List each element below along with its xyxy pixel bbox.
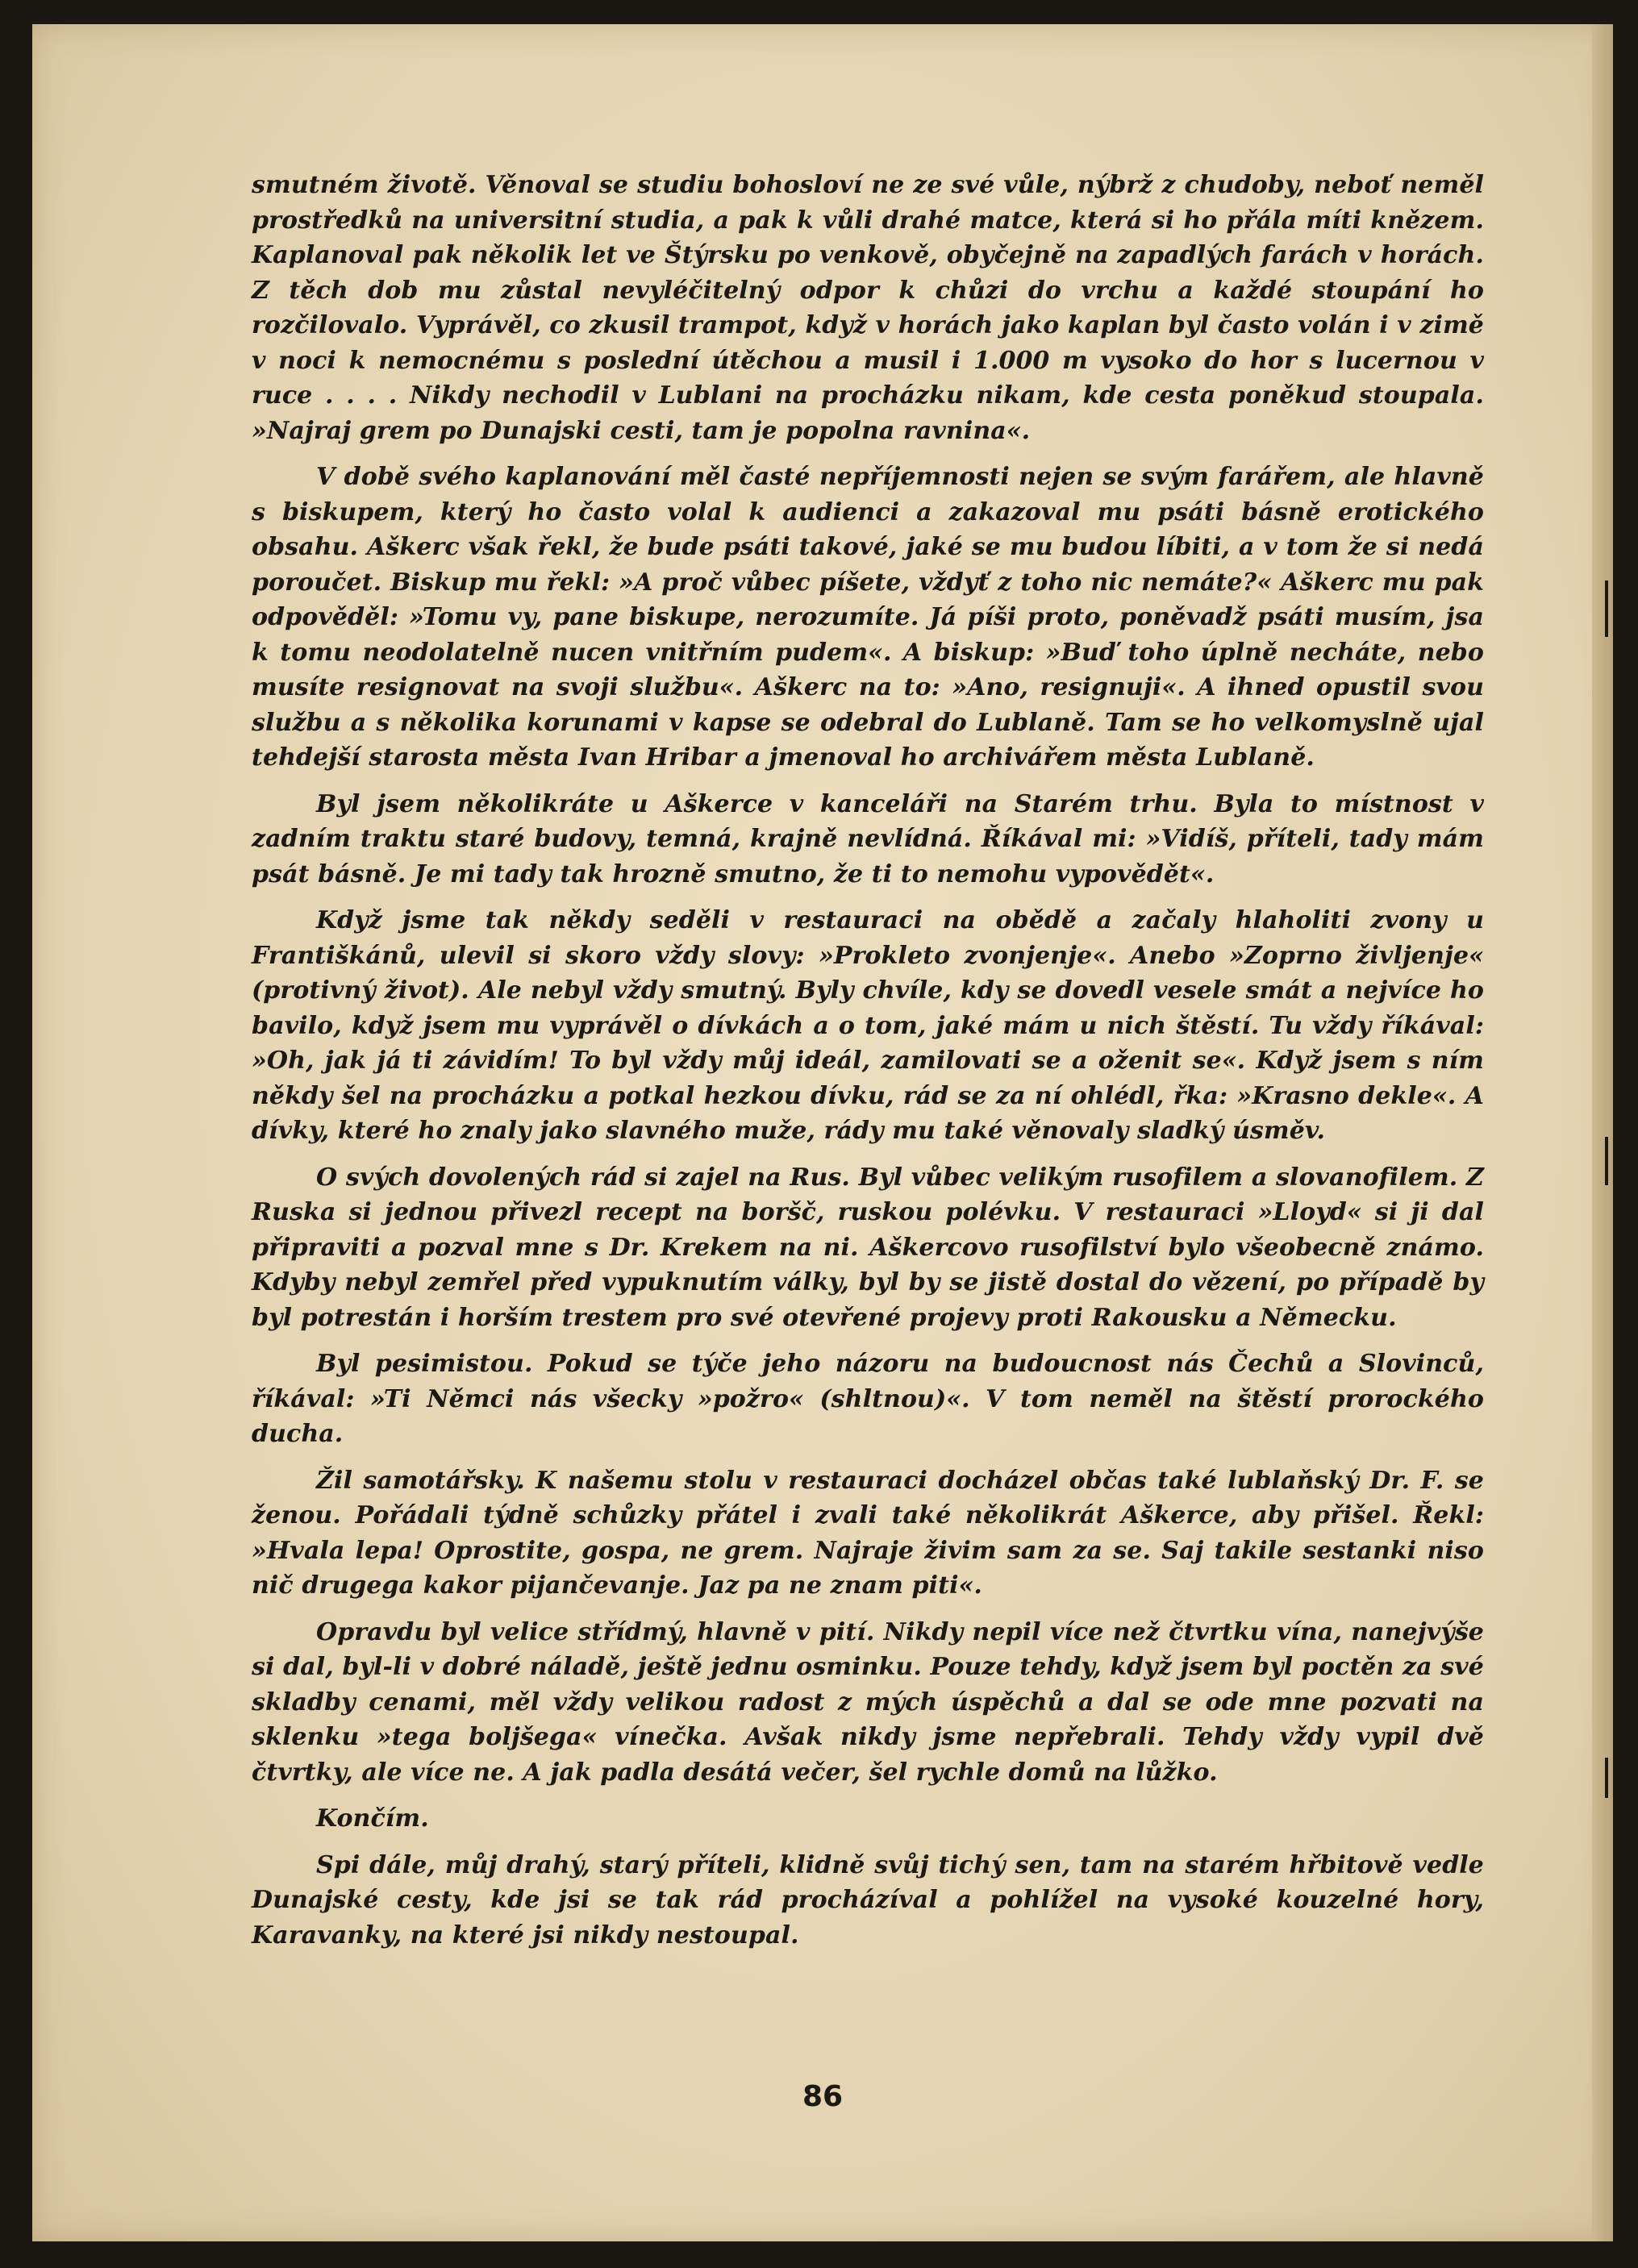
page-number: 86 bbox=[802, 2080, 844, 2113]
margin-mark bbox=[1605, 581, 1608, 637]
paragraph: V době svého kaplanování měl časté nepříjemnosti nejen se svým farářem, ale hlavně s biskupem, který ho často volal k audienci a zakazoval mu psáti básně erotického obsahu. Aškerc však řekl, že bude psáti takové, jaké se mu budou líbiti, a v tom že si nedá poroučet. Biskup mu řekl: »A proč vůbec píšete, vždyť z toho nic nemáte?« Aškerc mu pak odpověděl: »Tomu vy, pane biskupe, nerozumíte. Já píši proto, poněvadž psáti musím, jsa k tomu neodolatelně nucen vnitřním pudem«. A biskup: »Buď toho úplně necháte, nebo musíte resignovat na svoji službu«. Aškerc na to: »Ano, resignuji«. A ihned opustil svou službu a s několika korunami v kapse se odebral do Lublaně. Tam se ho velkomyslně ujal tehdejší starosta města Ivan Hribar a jmenoval ho archivářem města Lublaně. bbox=[252, 463, 1484, 772]
body-text bbox=[252, 168, 1484, 1964]
paragraph: Končím. bbox=[316, 1804, 429, 1833]
paragraph: Byl pesimistou. Pokud se týče jeho názoru na budoucnost nás Čechů a Slovinců, říkával: »Ti Němci nás všecky »požro« (shltnou)«. V tom neměl na štěstí prorockého ducha. bbox=[252, 1350, 1484, 1448]
margin-mark bbox=[1605, 1758, 1608, 1798]
book-page bbox=[32, 24, 1613, 2241]
paragraph: Žil samotářsky. K našemu stolu v restauraci docházel občas také lublaňský Dr. F. se ženou. Pořádali týdně schůzky přátel i zvali také několikrát Aškerce, aby přišel. Řekl: »Hvala lepa! Oprostite, gospa, ne grem. Najraje živim sam za se. Saj takile sestanki niso nič drugega kakor pijančevanje. Jaz pa ne znam piti«. bbox=[252, 1466, 1484, 1600]
paragraph: Byl jsem několikráte u Aškerce v kanceláři na Starém trhu. Byla to místnost v zadním traktu staré budovy, temná, krajně nevlídná. Říkával mi: »Vidíš, příteli, tady mám psát básně. Je mi tady tak hrozně smutno, že ti to nemohu vypovědět«. bbox=[252, 789, 1484, 888]
paragraph: Opravdu byl velice střídmý, hlavně v pití. Nikdy nepil více než čtvrtku vína, nanejvýše si dal, byl-li v dobré náladě, ještě jednu osminku. Pouze tehdy, když jsem byl poctěn za své skladby cenami, měl vždy velikou radost z mých úspěchů a dal se ode mne pozvati na sklenku »tega boljšega« vínečka. Avšak nikdy jsme nepřebrali. Tehdy vždy vypil dvě čtvrtky, ale více ne. A jak padla desátá večer, šel rychle domů na lůžko. bbox=[252, 1617, 1484, 1787]
paragraph: Spi dále, můj drahý, starý příteli, klidně svůj tichý sen, tam na starém hřbitově vedle Dunajské cesty, kde jsi se tak rád procházíval a pohlížel na vysoké kouzelné hory, Karavanky, na které jsi nikdy nestoupal. bbox=[252, 1850, 1484, 1950]
margin-mark bbox=[1605, 1137, 1608, 1185]
paragraph: Když jsme tak někdy seděli v restauraci na obědě a začaly hlaholiti zvony u Františkánů, ulevil si skoro vždy slovy: »Prokleto zvonjenje«. Anebo »Zoprno življenje« (protivný život). Ale nebyl vždy smutný. Byly chvíle, kdy se dovedl vesele smát a nejvíce ho bavilo, když jsem mu vyprávěl o dívkách a o tom, jaké mám u nich štěstí. Tu vždy říkával: »Oh, jak já ti závidím! To byl vždy můj ideál, zamilovati se a oženit se«. Když jsem s ním někdy šel na procházku a potkal hezkou dívku, rád se za ní ohlédl, řka: »Krasno dekle«. A dívky, které ho znaly jako slavného muže, rády mu také věnovaly sladký úsměv. bbox=[252, 906, 1484, 1145]
page-edge bbox=[1592, 24, 1613, 2241]
paragraph: O svých dovolených rád si zajel na Rus. Byl vůbec velikým rusofilem a slovanofilem. Z Ruska si jednou přivezl recept na boršč, ruskou polévku. V restauraci »Lloyd« si ji dal připraviti a pozval mne s Dr. Krekem na ni. Aškercovo rusofilství bylo všeobecně známo. Kdyby nebyl zemřel před vypuknutím války, byl by se jistě dostal do vězení, po případě by byl potrestán i horším trestem pro své otevřené projevy proti Rakousku a Německu. bbox=[252, 1163, 1484, 1332]
paragraph: smutném životě. Věnoval se studiu bohosloví ne ze své vůle, nýbrž z chudoby, neboť neměl prostředků na universitní studia, a pak k vůli drahé matce, která si ho přála míti knězem. Kaplanoval pak několik let ve Štýrsku po venkově, obyčejně na zapadlých farách v horách. Z těch dob mu zůstal nevyléčitelný odpor k chůzi do vrchu a každé stoupání ho rozčilovalo. Vyprávěl, co zkusil trampot, když v horách jako kaplan byl často volán i v zimě v noci k nemocnému s poslední útěchou a musil i 1.000 m vysoko do hor s lucernou v ruce . . . . Nikdy nechodil v Lublani na procházku nikam, kde cesta poněkud stoupala. »Najraj grem po Dunajski cesti, tam je popolna ravnina«. bbox=[252, 171, 1484, 445]
